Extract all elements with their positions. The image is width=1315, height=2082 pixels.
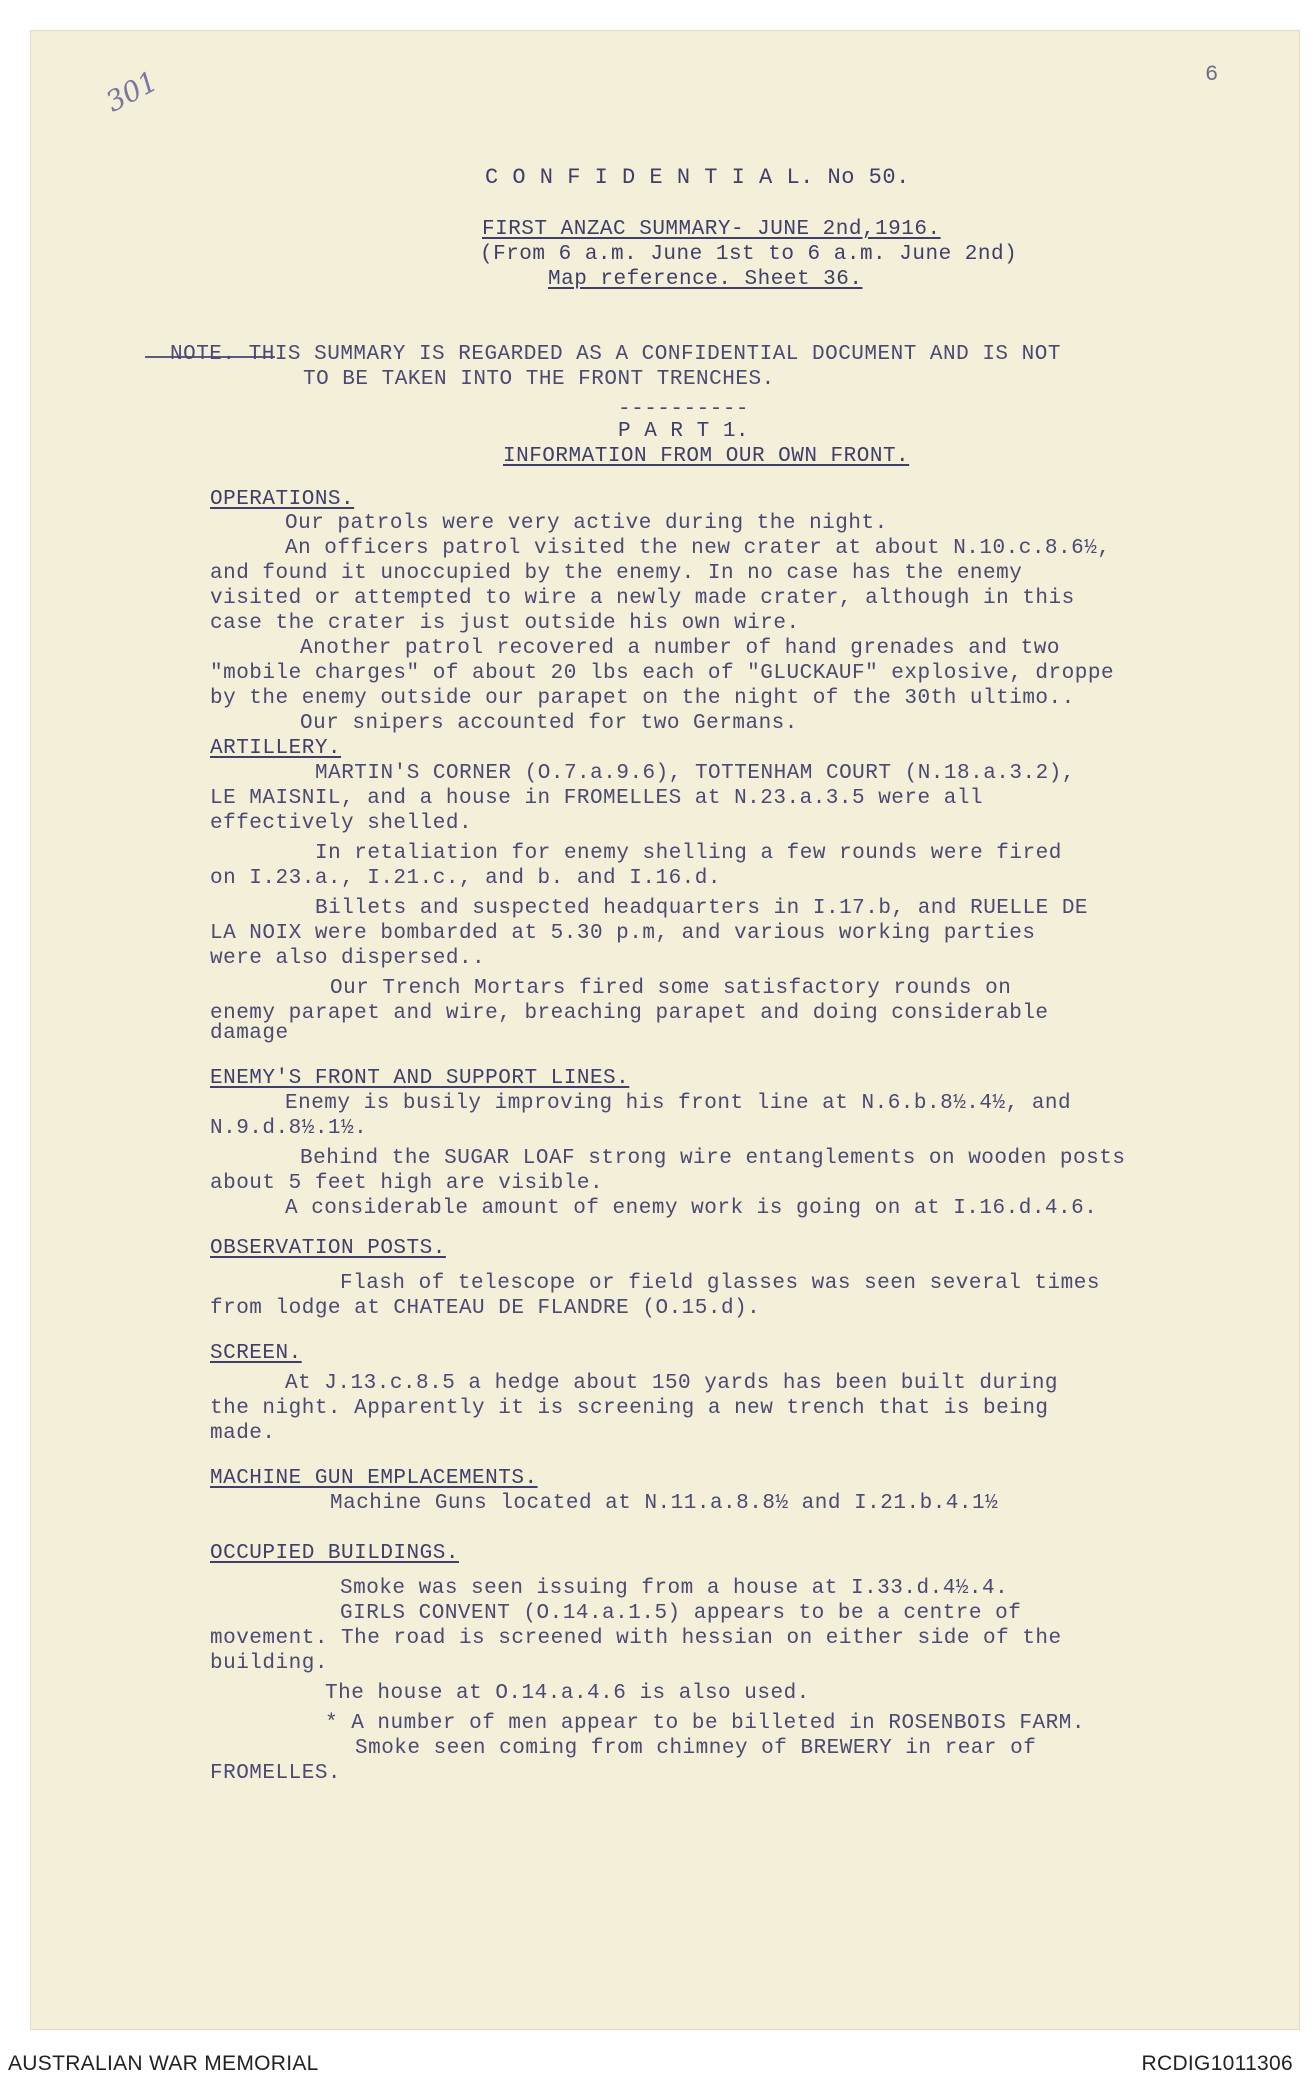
- text-line: Smoke was seen issuing from a house at I.33.d.4½.4.: [340, 1577, 1009, 1600]
- text-line: A considerable amount of enemy work is going on at I.16.d.4.6.: [285, 1197, 1098, 1220]
- text-line: In retaliation for enemy shelling a few rounds were fired: [315, 842, 1062, 865]
- pencil-annotation: 301: [100, 64, 164, 119]
- text-line: An officers patrol visited the new crater at about N.10.c.8.6½,: [285, 537, 1111, 560]
- text-line: Billets and suspected headquarters in I.17.b, and RUELLE DE: [315, 897, 1089, 920]
- text-line: "mobile charges" of about 20 lbs each of "GLUCKAUF" explosive, droppe: [210, 662, 1115, 685]
- text-line: effectively shelled.: [210, 812, 473, 835]
- text-line: The house at O.14.a.4.6 is also used.: [325, 1682, 810, 1705]
- text-line: and found it unoccupied by the enemy. In no case has the enemy: [210, 562, 1023, 585]
- text-line: the night. Apparently it is screening a new trench that is being: [210, 1397, 1049, 1420]
- text-line: movement. The road is screened with hessian on either side of the: [210, 1627, 1062, 1650]
- section-heading-machine-guns: MACHINE GUN EMPLACEMENTS.: [210, 1467, 538, 1490]
- text-line: made.: [210, 1422, 276, 1445]
- page-number: 6: [1205, 62, 1219, 87]
- text-line: were also dispersed..: [210, 947, 486, 970]
- summary-period: (From 6 a.m. June 1st to 6 a.m. June 2nd): [480, 243, 1018, 266]
- note-line-2: TO BE TAKEN INTO THE FRONT TRENCHES.: [303, 368, 775, 391]
- text-line: Machine Guns located at N.11.a.8.8½ and I.21.b.4.1½: [330, 1492, 999, 1515]
- text-line: Behind the SUGAR LOAF strong wire entanglements on wooden posts: [300, 1147, 1126, 1170]
- text-line: Our Trench Mortars fired some satisfactory rounds on: [330, 977, 1012, 1000]
- text-line: LE MAISNIL, and a house in FROMELLES at N.23.a.3.5 were all: [210, 787, 984, 810]
- text-line: * A number of men appear to be billeted in ROSENBOIS FARM.: [325, 1712, 1085, 1735]
- footer-record-id: RCDIG1011306: [1141, 2052, 1293, 2075]
- text-line: Our snipers accounted for two Germans.: [300, 712, 798, 735]
- text-line: by the enemy outside our parapet on the night of the 30th ultimo..: [210, 687, 1075, 710]
- summary-title: FIRST ANZAC SUMMARY- JUNE 2nd,1916.: [482, 218, 941, 241]
- part-subtitle: INFORMATION FROM OUR OWN FRONT.: [503, 445, 910, 468]
- note-line-1: NOTE. THIS SUMMARY IS REGARDED AS A CONFIDENTIAL DOCUMENT AND IS NOT: [170, 343, 1061, 366]
- text-line: FROMELLES.: [210, 1762, 342, 1785]
- footer-institution: AUSTRALIAN WAR MEMORIAL: [8, 2052, 319, 2075]
- section-heading-enemy-lines: ENEMY'S FRONT AND SUPPORT LINES.: [210, 1067, 630, 1090]
- text-line: visited or attempted to wire a newly made crater, although in this: [210, 587, 1075, 610]
- section-heading-observation: OBSERVATION POSTS.: [210, 1237, 446, 1260]
- section-heading-operations: OPERATIONS.: [210, 488, 355, 511]
- text-line: Another patrol recovered a number of hand grenades and two: [300, 637, 1060, 660]
- text-line: N.9.d.8½.1½.: [210, 1117, 368, 1140]
- text-line: At J.13.c.8.5 a hedge about 150 yards has been built during: [285, 1372, 1059, 1395]
- divider: ----------: [618, 398, 750, 421]
- text-line: Enemy is busily improving his front line at N.6.b.8½.4½, and: [285, 1092, 1072, 1115]
- text-line: about 5 feet high are visible.: [210, 1172, 604, 1195]
- text-line: building.: [210, 1652, 328, 1675]
- section-heading-screen: SCREEN.: [210, 1342, 302, 1365]
- text-line: enemy parapet and wire, breaching parapet and doing considerable: [210, 1002, 1049, 1025]
- section-heading-artillery: ARTILLERY.: [210, 737, 342, 760]
- text-line: Smoke seen coming from chimney of BREWERY in rear of: [355, 1737, 1037, 1760]
- text-line: on I.23.a., I.21.c., and b. and I.16.d.: [210, 867, 721, 890]
- text-line: LA NOIX were bombarded at 5.30 p.m, and various working parties: [210, 922, 1036, 945]
- text-line: GIRLS CONVENT (O.14.a.1.5) appears to be a centre of: [340, 1602, 1022, 1625]
- part-title: P A R T 1.: [618, 420, 750, 443]
- section-heading-buildings: OCCUPIED BUILDINGS.: [210, 1542, 459, 1565]
- text-line: damage: [210, 1022, 289, 1045]
- map-reference: Map reference. Sheet 36.: [548, 268, 863, 291]
- text-line: Flash of telescope or field glasses was seen several times: [340, 1272, 1100, 1295]
- text-line: Our patrols were very active during the night.: [285, 512, 888, 535]
- document-title: C O N F I D E N T I A L. No 50.: [485, 165, 910, 190]
- text-line: case the crater is just outside his own wire.: [210, 612, 800, 635]
- text-line: from lodge at CHATEAU DE FLANDRE (O.15.d).: [210, 1297, 761, 1320]
- text-line: MARTIN'S CORNER (O.7.a.9.6), TOTTENHAM COURT (N.18.a.3.2),: [315, 762, 1075, 785]
